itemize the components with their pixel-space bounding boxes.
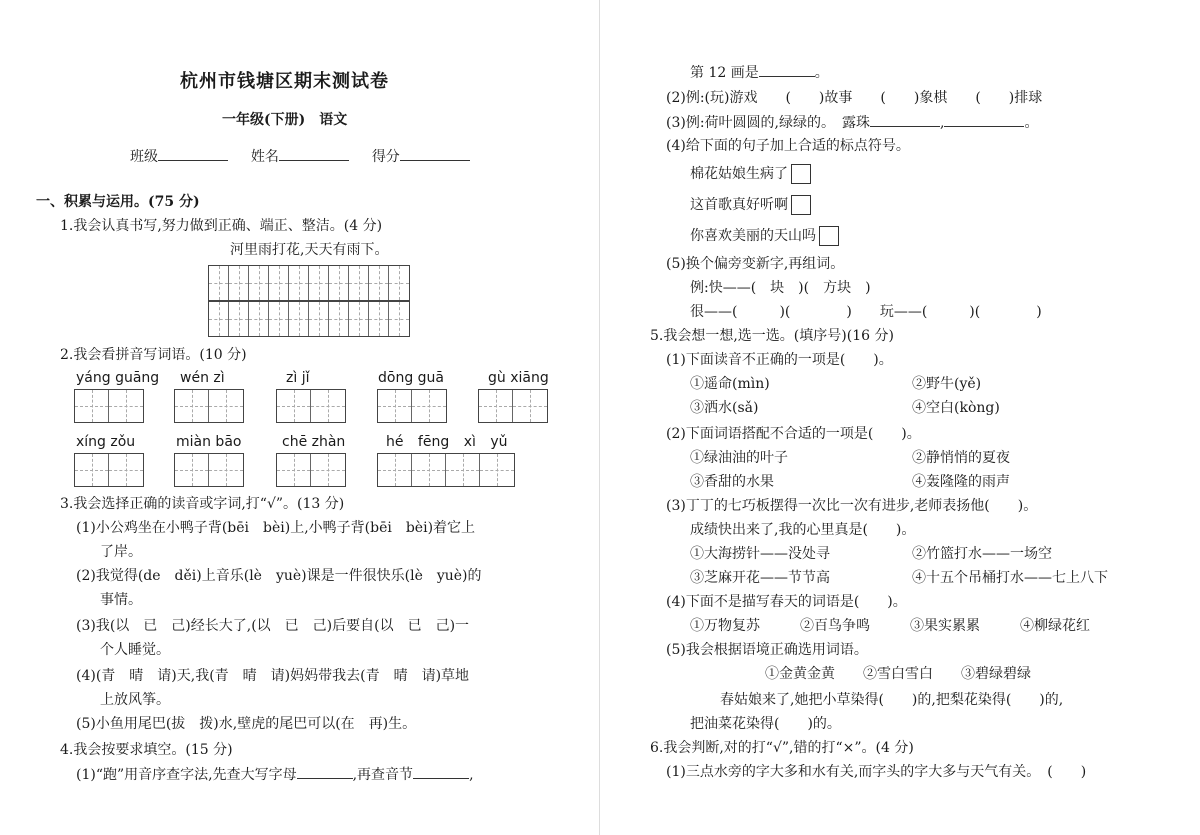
q5-1-option-3[interactable]: ③洒水(sǎ) <box>690 400 759 416</box>
blank-dew-1[interactable] <box>870 112 940 127</box>
pinyin-mianbao: miàn bāo <box>176 434 242 450</box>
blank-stroke[interactable] <box>759 62 815 77</box>
question-4-2: (2)例:(玩)游戏 ( )故事 ( )象棋 ( )排球 <box>666 90 1043 106</box>
question-4: 4.我会按要求填空。(15 分) <box>60 742 233 758</box>
question-3-2b: 事情。 <box>100 592 142 608</box>
pinyin-box-9[interactable] <box>377 453 515 487</box>
question-3-1b: 了岸。 <box>100 544 142 560</box>
pinyin-wenzi: wén zì <box>180 370 225 386</box>
punct-sentence-b: 这首歌真好听啊 <box>690 193 811 217</box>
q5-3-option-3[interactable]: ③芝麻开花——节节高 <box>690 570 830 586</box>
blank-syllable[interactable] <box>413 764 469 779</box>
question-4-5-task: 很——( )( ) 玩——( )( ) <box>690 304 1042 320</box>
q5-4-option-2[interactable]: ②百鸟争鸣 <box>800 618 870 634</box>
question-4-4: (4)给下面的句子加上合适的标点符号。 <box>666 138 910 154</box>
question-5: 5.我会想一想,选一选。(填序号)(16 分) <box>650 328 894 344</box>
q5-2-option-2[interactable]: ②静悄悄的夏夜 <box>912 450 1010 466</box>
question-5-2: (2)下面词语搭配不合适的一项是( )。 <box>666 426 921 442</box>
question-3-2a: (2)我觉得(de děi)上音乐(lè yuè)课是一件很快乐(lè yuè)的 <box>76 568 482 584</box>
question-5-4: (4)下面不是描写春天的词语是( )。 <box>666 594 907 610</box>
blank-dew-2[interactable] <box>944 112 1024 127</box>
pinyin-box-4[interactable] <box>377 389 447 423</box>
question-4-5-example: 例:快——( 块 )( 方块 ) <box>690 280 871 296</box>
q5-4-option-4[interactable]: ④柳绿花红 <box>1020 618 1090 634</box>
pinyin-yangguang: yáng guāng <box>76 370 160 386</box>
section-1-heading: 一、积累与运用。(75 分) <box>36 194 200 210</box>
question-3-4b: 上放风筝。 <box>100 692 170 708</box>
question-4-5: (5)换个偏旁变新字,再组词。 <box>666 256 845 272</box>
question-1-sentence: 河里雨打花,天天有雨下。 <box>230 242 389 258</box>
question-5-3a: (3)丁丁的七巧板摆得一次比一次有进步,老师表扬他( )。 <box>666 498 1038 514</box>
pinyin-box-8[interactable] <box>276 453 346 487</box>
punct-sentence-c: 你喜欢美丽的天山吗 <box>690 224 839 248</box>
q5-2-option-4[interactable]: ④轰隆隆的雨声 <box>912 474 1010 490</box>
question-5-5-sentence-b: 把油菜花染得( )的。 <box>690 716 841 732</box>
q5-2-option-1[interactable]: ①绿油油的叶子 <box>690 450 788 466</box>
question-5-5-options: ①金黄金黄 ②雪白雪白 ③碧绿碧绿 <box>765 666 1031 682</box>
q5-4-option-1[interactable]: ①万物复苏 <box>690 618 760 634</box>
class-label: 班级 <box>130 149 158 165</box>
question-1: 1.我会认真书写,努力做到正确、端正、整洁。(4 分) <box>60 218 383 234</box>
writing-grid-row-1[interactable] <box>208 265 410 301</box>
question-4-1: (1)“跑”用音序查字法,先查大写字母 ,再查音节 , <box>76 764 474 785</box>
question-4-3: (3)例:荷叶圆圆的,绿绿的。 露珠 , 。 <box>666 112 1038 133</box>
exam-subtitle: 一年级(下册) 语文 <box>222 112 348 128</box>
pinyin-box-2[interactable] <box>174 389 244 423</box>
q5-3-option-4[interactable]: ④十五个吊桶打水——七上八下 <box>912 570 1108 586</box>
pinyin-box-5[interactable] <box>478 389 548 423</box>
pinyin-box-7[interactable] <box>174 453 244 487</box>
name-field[interactable] <box>279 146 349 161</box>
question-3-3a: (3)我(以 已 己)经长大了,(以 已 己)后要自(以 已 己)一 <box>76 618 470 634</box>
exam-title: 杭州市钱塘区期末测试卷 <box>180 71 389 92</box>
question-3-4a: (4)(青 晴 请)天,我(青 晴 请)妈妈带我去(青 晴 请)草地 <box>76 668 470 684</box>
pinyin-box-1[interactable] <box>74 389 144 423</box>
student-info-row <box>130 146 470 167</box>
q5-3-option-1[interactable]: ①大海捞针——没处寻 <box>690 546 830 562</box>
punctuation-box-b[interactable] <box>791 195 811 215</box>
question-6: 6.我会判断,对的打“√”,错的打“×”。(4 分) <box>650 740 914 756</box>
q5-1-option-2[interactable]: ②野牛(yě) <box>912 376 982 392</box>
score-field[interactable] <box>400 146 470 161</box>
q5-2-option-3[interactable]: ③香甜的水果 <box>690 474 774 490</box>
pinyin-box-3[interactable] <box>276 389 346 423</box>
pinyin-hefengxiyu: hé fēng xì yǔ <box>386 434 508 450</box>
class-field[interactable] <box>158 146 228 161</box>
pinyin-ziji: zì jǐ <box>286 370 310 386</box>
punct-sentence-a: 棉花姑娘生病了 <box>690 162 811 186</box>
pinyin-box-6[interactable] <box>74 453 144 487</box>
q5-4-option-3[interactable]: ③果实累累 <box>910 618 980 634</box>
question-3-3b: 个人睡觉。 <box>100 642 170 658</box>
question-3: 3.我会选择正确的读音或字词,打“√”。(13 分) <box>60 496 345 512</box>
writing-grid-row-2[interactable] <box>208 301 410 337</box>
pinyin-chezhan: chē zhàn <box>282 434 346 450</box>
question-3-1a: (1)小公鸡坐在小鸭子背(bēi bèi)上,小鸭子背(bēi bèi)着它上 <box>76 520 476 536</box>
question-6-1: (1)三点水旁的字大多和水有关,而字头的字大多与天气有关。 ( ) <box>666 764 1087 780</box>
score-label: 得分 <box>371 149 400 165</box>
punctuation-box-a[interactable] <box>791 164 811 184</box>
question-4-1-cont: 第 12 画是 。 <box>690 62 829 83</box>
question-5-1: (1)下面读音不正确的一项是( )。 <box>666 352 893 368</box>
punctuation-box-c[interactable] <box>819 226 839 246</box>
name-label: 姓名 <box>250 149 279 165</box>
pinyin-xingzou: xíng zǒu <box>76 434 136 450</box>
q5-1-option-1[interactable]: ①遥命(mìn) <box>690 376 770 392</box>
question-2: 2.我会看拼音写词语。(10 分) <box>60 347 247 363</box>
q5-1-option-4[interactable]: ④空白(kòng) <box>912 400 1000 416</box>
question-5-5-sentence-a: 春姑娘来了,她把小草染得( )的,把梨花染得( )的, <box>720 692 1064 708</box>
pinyin-guxiang: gù xiāng <box>488 370 549 386</box>
pinyin-donggua: dōng guā <box>378 370 445 386</box>
question-5-5: (5)我会根据语境正确选用词语。 <box>666 642 868 658</box>
question-5-3b: 成绩快出来了,我的心里真是( )。 <box>690 522 916 538</box>
question-3-5: (5)小鱼用尾巴(拔 拨)水,壁虎的尾巴可以(在 再)生。 <box>76 716 417 732</box>
blank-letter[interactable] <box>297 764 353 779</box>
right-page <box>600 0 1200 835</box>
q5-3-option-2[interactable]: ②竹篮打水——一场空 <box>912 546 1052 562</box>
